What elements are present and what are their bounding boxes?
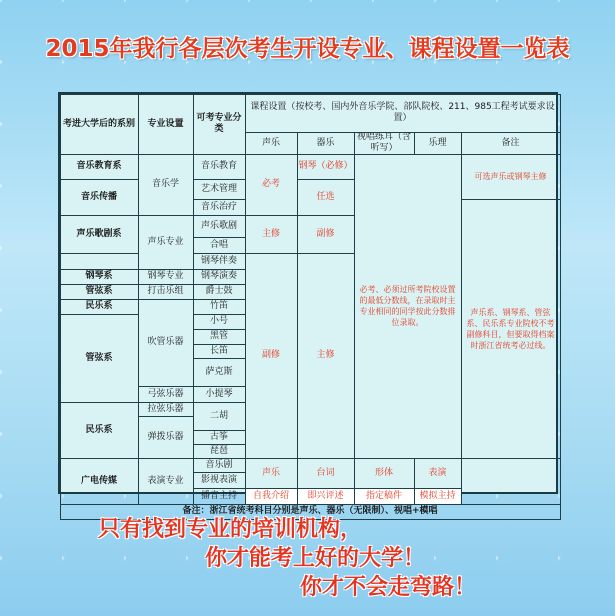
media-lines: 台词 (297, 458, 355, 489)
category-item: 音乐剧 (193, 458, 246, 473)
dept-folk-2: 民乐系 (60, 402, 139, 459)
header-courses: 课程设置（按校考、国内外音乐学院、部队院校、211、985工程考试要求设置） (245, 94, 561, 133)
category-item: 小提琴 (193, 386, 246, 403)
header-theory: 乐理 (414, 132, 462, 155)
major-percussion: 打击乐组 (138, 284, 194, 300)
dept-media: 广电传媒 (60, 458, 139, 505)
category-item: 音乐教育 (193, 154, 246, 180)
curriculum-table (58, 92, 558, 516)
vocal-required: 必考 (245, 154, 298, 216)
page-title: 2015年我行各层次考生开设专业、课程设置一览表 (45, 36, 570, 62)
table-footnote: 备注：浙江省统考科目分别是声乐、器乐（无限制）、视唱+模唱 (60, 504, 561, 520)
category-item: 黑管 (193, 329, 246, 345)
header-sight-singing: 视唱练耳（含听写） (354, 132, 415, 155)
host-script: 指定稿件 (354, 488, 415, 505)
major-bowed: 弓弦乐器 (138, 386, 194, 403)
category-item: 长笛 (193, 344, 246, 359)
major-bowed-2: 拉弦乐器 (138, 402, 194, 417)
category-item: 合唱 (193, 237, 246, 254)
dept-piano: 钢琴系 (60, 269, 139, 285)
dept-music-broadcast: 音乐传播 (60, 179, 139, 216)
slogan-line-3: 你才不会走弯路！ (300, 575, 477, 600)
major-wind: 吹管乐器 (138, 299, 194, 387)
sight-theory-note: 必考、必须过所考院校设置的最低分数线，在录取时主专业相同的同学按此分数排位录取。 (354, 154, 462, 459)
host-improv: 即兴评述 (297, 488, 355, 505)
header-department: 考进大学后的系别 (60, 94, 139, 155)
category-item: 钢琴演奏 (193, 269, 246, 285)
header-remarks: 备注 (461, 132, 561, 155)
empty-cell (461, 458, 561, 505)
empty-cell (60, 253, 139, 270)
category-item: 古筝 (193, 430, 246, 445)
remark-dept-rules: 声乐系、钢琴系、管弦系、民乐系专业院校不考副修科目，但要取得档案时浙江省统考必过线。 (461, 199, 561, 459)
header-major: 专业设置 (138, 94, 194, 155)
category-item: 竹笛 (193, 299, 246, 315)
category-item: 二胡 (193, 402, 246, 431)
category-item: 艺术管理 (193, 179, 246, 200)
category-item: 琵琶 (193, 444, 246, 459)
header-instrument: 器乐 (297, 132, 355, 155)
major-vocal: 声乐专业 (138, 215, 194, 270)
category-item: 声乐歌剧 (193, 215, 246, 238)
category-item: 爵士鼓 (193, 284, 246, 300)
header-vocal: 声乐 (245, 132, 298, 155)
major-musicology: 音乐学 (138, 154, 194, 216)
vocal-minor: 副修 (245, 253, 298, 459)
category-item: 小号 (193, 314, 246, 330)
slogan-line-1: 只有找到专业的培训机构， (98, 517, 363, 542)
header-exam-category: 可考专业分类 (193, 94, 246, 155)
host-self-intro: 自我介绍 (245, 488, 298, 505)
category-item: 影视表演 (193, 472, 246, 489)
host-mock: 模拟主持 (414, 488, 462, 505)
major-performance: 表演专业 (138, 458, 194, 505)
major-plucked: 弹拨乐器 (138, 416, 194, 459)
instrument-piano-required: 钢琴（必修） (297, 154, 355, 180)
slogan-line-2: 你才能考上好的大学！ (205, 546, 426, 571)
category-item: 钢琴伴奏 (193, 253, 246, 270)
dept-wind-string: 管弦系 (60, 314, 139, 403)
category-item: 萨克斯 (193, 358, 246, 387)
dept-folk: 民乐系 (60, 299, 139, 315)
media-vocal: 声乐 (245, 458, 298, 489)
instrument-minor: 副修 (297, 215, 355, 254)
instrument-optional: 任选 (297, 179, 355, 216)
media-body: 形体 (354, 458, 415, 489)
dept-music-edu: 音乐教育系 (60, 154, 139, 180)
category-item: 音乐治疗 (193, 199, 246, 216)
vocal-main: 主修 (245, 215, 298, 254)
media-performance: 表演 (414, 458, 462, 489)
dept-vocal-opera: 声乐歌剧系 (60, 215, 139, 254)
instrument-main: 主修 (297, 253, 355, 459)
major-piano: 钢琴专业 (138, 269, 194, 285)
category-item: 播音主持 (193, 488, 246, 505)
dept-brass: 管弦系 (60, 284, 139, 300)
remark-vocal-or-piano: 可选声乐或钢琴主修 (461, 154, 561, 200)
